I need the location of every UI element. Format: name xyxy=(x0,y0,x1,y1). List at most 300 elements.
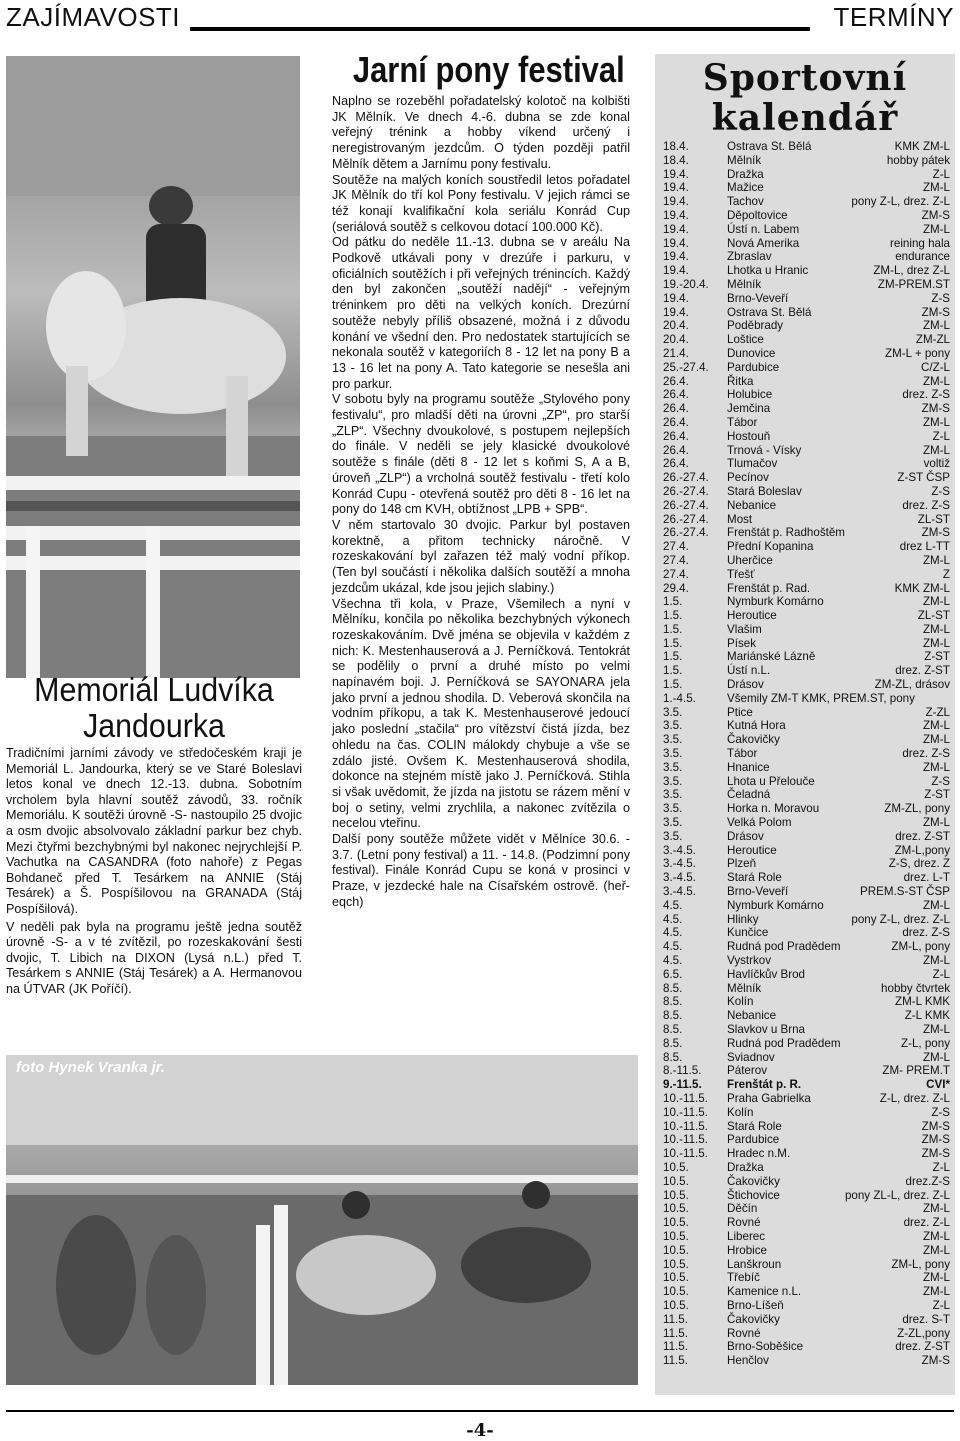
calendar-date: 10.5. xyxy=(663,1243,689,1257)
calendar-place: Trnová - Vísky xyxy=(727,443,802,457)
calendar-row xyxy=(663,844,950,858)
calendar-date: 26.-27.4. xyxy=(663,471,709,485)
calendar-category: Z-S, drez. Z xyxy=(888,857,950,871)
calendar-place: Nebanice xyxy=(727,1009,777,1023)
calendar-place: Heroutice xyxy=(727,843,777,857)
calendar-title-line-2: kalendář xyxy=(711,97,899,139)
calendar-place: Frenštát p. R. xyxy=(727,1078,802,1092)
calendar-category: ZM-L xyxy=(922,443,950,457)
calendar-date: 10.5. xyxy=(663,1271,689,1285)
calendar-row xyxy=(663,761,950,775)
calendar-date: 19.4. xyxy=(663,291,689,305)
calendar-date: 10.-11.5. xyxy=(663,1105,708,1119)
calendar-category: ZM-L xyxy=(922,374,950,388)
calendar-category: ZM-L, drez Z-L xyxy=(873,264,950,278)
calendar-place: Hostouň xyxy=(727,429,771,443)
calendar-date: 10.5. xyxy=(663,1216,689,1230)
calendar-place: Velká Polom xyxy=(727,816,792,830)
calendar-place: Slavkov u Brna xyxy=(727,1023,806,1036)
calendar-date: 18.4. xyxy=(663,140,689,153)
calendar-date: 29.4. xyxy=(663,581,689,595)
calendar-category: Z-ST xyxy=(924,788,950,802)
calendar-category: Z-S xyxy=(931,774,950,788)
calendar-row xyxy=(663,347,950,361)
calendar-category: Z-ZL,pony xyxy=(897,1326,950,1340)
calendar-row xyxy=(663,319,950,333)
calendar-row xyxy=(663,664,950,678)
calendar-place: Páterov xyxy=(727,1064,767,1078)
calendar-place: Řitka xyxy=(727,374,754,388)
calendar-category: pony Z-L, drez. Z-L xyxy=(851,195,950,209)
memorial-article xyxy=(6,672,302,998)
calendar-place: Brno-Líšeň xyxy=(727,1298,784,1312)
calendar-place: Drásov xyxy=(727,678,764,692)
calendar-place: Čakovičky xyxy=(727,1174,780,1188)
calendar-date: 26.-27.4. xyxy=(663,484,709,498)
calendar-date: 3.-4.5. xyxy=(663,871,696,885)
calendar-place: Poděbrady xyxy=(727,319,784,333)
calendar-row xyxy=(663,816,950,830)
calendar-row xyxy=(663,223,950,237)
calendar-category: Z-L, pony xyxy=(901,1036,950,1050)
calendar-row xyxy=(663,582,950,596)
calendar-place: Kolín xyxy=(727,1105,754,1119)
calendar-category: Z-S xyxy=(931,484,950,498)
calendar-row xyxy=(663,926,950,940)
calendar-category: ZM-L xyxy=(922,719,950,733)
calendar-place: Děčín xyxy=(727,1202,758,1216)
calendar-place: Ptice xyxy=(727,705,753,719)
calendar-place: Dražka xyxy=(727,167,764,181)
calendar-place: Kutná Hora xyxy=(727,719,786,733)
calendar-place: Pecínov xyxy=(727,471,769,485)
calendar-date: 3.5. xyxy=(663,760,683,774)
calendar-row xyxy=(663,209,950,223)
calendar-place: Frenštát p. Radhoštěm xyxy=(727,526,845,540)
calendar-row xyxy=(663,1161,950,1175)
calendar-date: 27.4. xyxy=(663,553,689,567)
calendar-date: 3.5. xyxy=(663,705,683,719)
calendar-place: Pardubice xyxy=(727,360,780,374)
calendar-category: drez.Z-S xyxy=(905,1174,950,1188)
calendar-category: drez. Z-ST xyxy=(895,1340,950,1354)
calendar-place: Frenštát p. Rad. xyxy=(727,581,811,595)
calendar-category: ZM-L xyxy=(922,733,950,747)
calendar-category: ZM-L xyxy=(922,222,950,236)
calendar-date: 19.4. xyxy=(663,222,689,236)
calendar-category: drez. Z-S xyxy=(902,747,950,761)
calendar-place: Hlinky xyxy=(727,912,759,926)
calendar-place: Brno-Soběšice xyxy=(727,1340,804,1354)
calendar-place: Loštice xyxy=(727,333,764,347)
calendar-date: 1.5. xyxy=(663,678,683,692)
photo-credit: foto Hynek Vranka jr. xyxy=(16,1059,165,1076)
calendar-category: ZM-PREM.ST xyxy=(877,277,950,291)
calendar-row xyxy=(663,1106,950,1120)
calendar-date: 4.5. xyxy=(663,898,683,912)
calendar-row xyxy=(663,471,950,485)
calendar-title xyxy=(655,58,955,138)
calendar-date: 4.5. xyxy=(663,954,683,968)
calendar-row xyxy=(663,540,950,554)
calendar-place: Praha Gabrielka xyxy=(727,1091,811,1105)
calendar-date: 8.5. xyxy=(663,1050,683,1064)
calendar-place: Stará Boleslav xyxy=(727,484,802,498)
calendar-row xyxy=(663,1244,950,1258)
calendar-place: Tábor xyxy=(727,415,758,429)
calendar-place: Mělník xyxy=(727,277,762,291)
calendar-place: Rovné xyxy=(727,1326,761,1340)
calendar-date: 1.5. xyxy=(663,650,683,664)
calendar-place: Ústí n.L. xyxy=(727,664,771,678)
calendar-date: 19.4. xyxy=(663,195,689,209)
calendar-place: Písek xyxy=(727,636,757,650)
calendar-row xyxy=(663,168,950,182)
calendar-row xyxy=(663,1133,950,1147)
calendar-row xyxy=(663,968,950,982)
calendar-category: PREM.S-ST ČSP xyxy=(860,885,950,899)
calendar-category: ZL-ST xyxy=(917,512,950,526)
calendar-category: ZM-L xyxy=(922,415,950,429)
calendar-date: 4.5. xyxy=(663,926,683,940)
calendar-row xyxy=(663,430,950,444)
calendar-category: ZL-ST xyxy=(917,609,950,623)
page-number: -4- xyxy=(466,1420,494,1441)
calendar-place: Jemčina xyxy=(727,402,771,416)
calendar-row xyxy=(663,623,950,637)
calendar-category: drez. Z-ST xyxy=(895,664,950,678)
calendar-category: ZM-S xyxy=(921,1147,950,1161)
calendar-category: ZM-L xyxy=(922,1285,950,1299)
calendar-place: Horka n. Moravou xyxy=(727,802,820,816)
calendar-place: Třebíč xyxy=(727,1271,760,1285)
calendar-date: 11.5. xyxy=(663,1326,688,1340)
calendar-place: Ostrava St. Bělá xyxy=(727,140,812,153)
calendar-place: Lanškroun xyxy=(727,1257,782,1271)
calendar-place: Kolín xyxy=(727,995,754,1009)
calendar-date: 1.5. xyxy=(663,636,683,650)
calendar-date: 10.-11.5. xyxy=(663,1119,708,1133)
calendar-row xyxy=(663,1092,950,1106)
calendar-place: Lhota u Přelouče xyxy=(727,774,815,788)
calendar-category: ZM-L KMK xyxy=(895,995,950,1009)
calendar-table xyxy=(663,140,950,1368)
calendar-row xyxy=(663,650,950,664)
calendar-category: pony Z-L, drez. Z-L xyxy=(851,912,950,926)
calendar-place: Děpoltovice xyxy=(727,208,788,222)
calendar-place: Rudná pod Pradědem xyxy=(727,1036,841,1050)
calendar-row xyxy=(663,278,950,292)
calendar-date: 3.5. xyxy=(663,802,683,816)
calendar-category: hobby pátek xyxy=(886,153,950,167)
memorial-paragraph-2: V neděli pak byla na programu ještě jedna soutěž úrovně -S- a v té zvítězil, po rozeskakování šesti dvojic, T. Libich na DIXON (Lysá n.L.) před T. Tesárkem s ANNIE (Stáj Tesárek) a A. Hermanovou na ÚTVAR (JK Poříčí). xyxy=(6,919,302,996)
calendar-date: 25.-27.4. xyxy=(663,360,709,374)
calendar-date: 21.4. xyxy=(663,346,689,360)
calendar-place: Ostrava St. Bělá xyxy=(727,305,812,319)
calendar-category: ZM-ZL, drásov xyxy=(874,678,950,692)
calendar-category: ZM-S xyxy=(921,1354,950,1368)
calendar-category: Z-L xyxy=(932,1298,950,1312)
calendar-category: Z-S xyxy=(931,291,950,305)
calendar-date: 26.4. xyxy=(663,443,689,457)
calendar-date: 8.5. xyxy=(663,1009,683,1023)
calendar-place: Hradec n.M. xyxy=(727,1147,791,1161)
calendar-category: ZM-L xyxy=(922,622,950,636)
calendar-row xyxy=(663,375,950,389)
calendar-row xyxy=(663,802,950,816)
calendar-row xyxy=(663,457,950,471)
calendar-date: 19.4. xyxy=(663,167,689,181)
pony-paragraph-4: V sobotu byly na programu soutěže „Stylového pony festivalu“, pro mladší děti na úrovni „ZP“, pro starší „ZLP“. Všechny dvoukolové, s postupem nejlepších do finále. V neděli se jely klasické dvoukolové soutěže s finále (děti 8 - 12 let s koňmi S, A a B, úroveň „ZLP“) a vrcholná soutěž festivalu - třetí kolo Konrád Cupu - otevřená soutěž pro děti 8 - 16 let na pony do 148 cm KVH, obtížnost „LPB + SPB“. xyxy=(332,392,630,517)
photo-pony-arena xyxy=(6,1055,638,1385)
calendar-row xyxy=(663,1258,950,1272)
calendar-category: drez. S-T xyxy=(902,1312,950,1326)
calendar-date: 18.4. xyxy=(663,153,689,167)
calendar-place: Nebanice xyxy=(727,498,777,512)
calendar-date: 11.5. xyxy=(663,1312,688,1326)
pony-paragraph-6: Všechna tři kola, v Praze, Všemilech a nyní v Mělníku, končila po několika bezchybných výkonech rozeskakováním. Dvě jména se objevila v každém z nich: K. Mestenhauserová a J. Perníčková. Tentokrát se podělily o první a druhé místo po velmi napínavém boji. J. Perníčková se SAYONARA jela jako první a jednou shodila. D. Veberová skončila na vodním příkopu, a tak K. Mestenhauserové jedoucí jako poslední „stačila“ pro vítězství čistá jízda, bez ohledu na čas. COLIN málokdy chybuje a vše se zdálo jisté. Ovšem K. Mestenhauserová shodila, dokonce na stejném místě jako J. Perníčková. Stihla si však uvědomit, že jízda na jistotu se rázem mění v boj o setiny, velmi zrychlila, a nakonec zvítězila o necelou vteřinu. xyxy=(332,596,630,831)
calendar-category: ZM- PREM.T xyxy=(882,1064,950,1078)
calendar-place: Vlašim xyxy=(727,622,762,636)
calendar-place: Všemily ZM-T KMK, PREM.ST, pony xyxy=(727,691,915,705)
calendar-date: 27.4. xyxy=(663,540,689,554)
calendar-place: Nymburk Komárno xyxy=(727,595,824,609)
calendar-place: Plzeň xyxy=(727,857,757,871)
calendar-category: Z-ST xyxy=(924,650,950,664)
calendar-date: 3.-4.5. xyxy=(663,857,696,871)
calendar-row xyxy=(663,885,950,899)
calendar-row xyxy=(663,788,950,802)
pony-paragraph-3: Od pátku do neděle 11.-13. dubna se v areálu Na Podkově utkávali pony v drezúře i parkuru, v oficiálních soutěžích i při veřejných trénincích. Každý den byl zakončen „soutěží nadějí“ - veřejným tréninkem pro děti na velkých koních. Drezúrní soutěže nebyly příliš obsazené, možná i z důvodu konání ve všední den. Pro nedostatek startujících se nekonala soutěž v kategoriích 8 - 12 let na pony B a 13 - 16 let na pony A. Tato kategorie se nesešla ani pro parkur. xyxy=(332,235,630,391)
calendar-category: ZM-L, pony xyxy=(891,940,950,954)
calendar-category: pony ZL-L, drez. Z-L xyxy=(844,1188,950,1202)
calendar-row xyxy=(663,954,950,968)
calendar-category: ZM-L xyxy=(922,1023,950,1036)
calendar-place: Hnanice xyxy=(727,760,770,774)
calendar-category: ZM-S xyxy=(921,1133,950,1147)
calendar-date: 1.5. xyxy=(663,595,683,609)
calendar-category: ZM-L xyxy=(922,760,950,774)
calendar-row xyxy=(663,444,950,458)
calendar-place: Stará Role xyxy=(727,1119,782,1133)
calendar-row xyxy=(663,1189,950,1203)
calendar-category: Z-S xyxy=(931,1105,950,1119)
pony-paragraph-7: Další pony soutěže můžete vidět v Mělníce 30.6. - 3.7. (Letní pony festival) a 11. - 14.8. (Podzimní pony festival). Finále Konrád Cupu se koná v prosinci v Praze, v jezdecké hale na Císařském ostrově. (heř-eqch) xyxy=(332,832,630,909)
calendar-row xyxy=(663,706,950,720)
calendar-row xyxy=(663,154,950,168)
calendar-category: endurance xyxy=(895,250,950,264)
calendar-date: 8.5. xyxy=(663,1036,683,1050)
calendar-category: ZM-L xyxy=(922,1202,950,1216)
calendar-place: Dunovice xyxy=(727,346,776,360)
calendar-date: 26.4. xyxy=(663,374,689,388)
calendar-row xyxy=(663,1120,950,1134)
calendar-date: 1.-4.5. xyxy=(663,691,696,705)
calendar-row xyxy=(663,1313,950,1327)
calendar-row xyxy=(663,775,950,789)
calendar-date: 19.4. xyxy=(663,250,689,264)
calendar-row xyxy=(663,402,950,416)
calendar-place: Čakovičky xyxy=(727,1312,780,1326)
calendar-date: 10.5. xyxy=(663,1257,689,1271)
calendar-date: 26.4. xyxy=(663,415,689,429)
calendar-category: ZM-L xyxy=(922,636,950,650)
calendar-row xyxy=(663,361,950,375)
calendar-place: Třešť xyxy=(727,567,755,581)
calendar-category: ZM-ZL, pony xyxy=(884,802,950,816)
calendar-row xyxy=(663,526,950,540)
pony-title: Jarní pony festival xyxy=(352,49,625,90)
calendar-row xyxy=(663,995,950,1009)
calendar-category: Z-ZL xyxy=(925,705,950,719)
calendar-category: ZM-L xyxy=(922,181,950,195)
calendar-row xyxy=(663,1271,950,1285)
calendar-date: 10.5. xyxy=(663,1229,689,1243)
calendar-row xyxy=(663,195,950,209)
calendar-row xyxy=(663,830,950,844)
calendar-category: Z-L xyxy=(932,1160,950,1174)
photo-horse-jump xyxy=(6,56,300,678)
calendar-date: 10.5. xyxy=(663,1298,689,1312)
sports-calendar xyxy=(655,54,955,1395)
calendar-place: Tlumačov xyxy=(727,457,778,471)
calendar-category: Z xyxy=(942,567,950,581)
calendar-row xyxy=(663,595,950,609)
calendar-row xyxy=(663,513,950,527)
calendar-row xyxy=(663,1175,950,1189)
calendar-place: Mažice xyxy=(727,181,764,195)
calendar-place: Mělník xyxy=(727,153,762,167)
calendar-row xyxy=(663,416,950,430)
calendar-row xyxy=(663,733,950,747)
calendar-row xyxy=(663,140,950,154)
calendar-category: Z-ST ČSP xyxy=(897,471,950,485)
calendar-category: ZM-L xyxy=(922,1271,950,1285)
calendar-category: drez L-TT xyxy=(899,540,950,554)
calendar-date: 19.-20.4. xyxy=(663,277,709,291)
calendar-date: 26.4. xyxy=(663,457,689,471)
calendar-date: 8.-11.5. xyxy=(663,1064,702,1078)
calendar-row xyxy=(663,678,950,692)
calendar-row xyxy=(663,568,950,582)
calendar-row xyxy=(663,1009,950,1023)
calendar-category: ZM-S xyxy=(921,208,950,222)
calendar-category: ZM-L xyxy=(922,1229,950,1243)
calendar-date: 1.5. xyxy=(663,622,683,636)
calendar-date: 10.-11.5. xyxy=(663,1091,708,1105)
calendar-row xyxy=(663,1051,950,1065)
calendar-date: 26.-27.4. xyxy=(663,498,709,512)
calendar-row xyxy=(663,499,950,513)
calendar-category: ZM-ZL xyxy=(915,333,950,347)
calendar-date: 27.4. xyxy=(663,567,689,581)
memorial-title: Memoriál Ludvíka Jandourka xyxy=(34,671,274,744)
pony-paragraph-5: V něm startovalo 30 dvojic. Parkur byl postaven korektně, a přitom technicky náročně. V rozeskakování byl zařazen též malý vodní příkop. (Ten byl součástí i několika dalších soutěží a mnoha jezdcům ukázal, kde jsou jejich slabiny.) xyxy=(332,517,630,595)
calendar-place: Hrobice xyxy=(727,1243,767,1257)
calendar-date: 10.5. xyxy=(663,1188,689,1202)
calendar-row xyxy=(663,292,950,306)
calendar-category: Z-L, drez. Z-L xyxy=(879,1091,950,1105)
calendar-row xyxy=(663,264,950,278)
calendar-row xyxy=(663,250,950,264)
calendar-date: 10.5. xyxy=(663,1174,689,1188)
calendar-row xyxy=(663,1340,950,1354)
footer-rule xyxy=(6,1410,954,1412)
calendar-row xyxy=(663,1230,950,1244)
calendar-date: 10.5. xyxy=(663,1285,689,1299)
calendar-place: Mělník xyxy=(727,981,762,995)
calendar-place: Zbraslav xyxy=(727,250,772,264)
calendar-category: Z-L xyxy=(932,967,950,981)
calendar-category: Z-L KMK xyxy=(904,1009,950,1023)
calendar-row xyxy=(663,1037,950,1051)
calendar-row xyxy=(663,1023,950,1037)
calendar-category: drez. Z-L xyxy=(903,1216,950,1230)
calendar-category: ZM-S xyxy=(921,402,950,416)
calendar-title-line-1: Sportovní xyxy=(702,57,908,99)
header-right: TERMÍNY xyxy=(833,2,954,32)
calendar-place: Mariánské Lázně xyxy=(727,650,816,664)
calendar-place: Vystrkov xyxy=(727,954,772,968)
calendar-row xyxy=(663,181,950,195)
calendar-category: ZM-L xyxy=(922,1243,950,1257)
calendar-date: 19.4. xyxy=(663,181,689,195)
calendar-row xyxy=(663,747,950,761)
calendar-date: 10.5. xyxy=(663,1160,689,1174)
calendar-place: Brno-Veveří xyxy=(727,291,789,305)
calendar-date: 4.5. xyxy=(663,912,683,926)
calendar-place: Drásov xyxy=(727,829,764,843)
calendar-row xyxy=(663,1354,950,1368)
calendar-category: ZM-S xyxy=(921,526,950,540)
calendar-date: 3.5. xyxy=(663,816,683,830)
calendar-place: Přední Kopanina xyxy=(727,540,814,554)
calendar-category: ZM-L xyxy=(922,1050,950,1064)
calendar-row xyxy=(663,1285,950,1299)
calendar-category: Z-L xyxy=(932,167,950,181)
calendar-category: ZM-L xyxy=(922,898,950,912)
calendar-category: CVI* xyxy=(926,1078,950,1092)
calendar-category: C/Z-L xyxy=(921,360,950,374)
calendar-date: 26.4. xyxy=(663,429,689,443)
calendar-category: Z-L xyxy=(932,429,950,443)
calendar-date: 26.4. xyxy=(663,388,689,402)
calendar-date: 8.5. xyxy=(663,981,683,995)
calendar-place: Pardubice xyxy=(727,1133,780,1147)
calendar-date: 20.4. xyxy=(663,333,689,347)
calendar-place: Čakovičky xyxy=(727,733,780,747)
calendar-date: 3.5. xyxy=(663,829,683,843)
calendar-place: Nymburk Komárno xyxy=(727,898,824,912)
calendar-row xyxy=(663,333,950,347)
calendar-date: 20.4. xyxy=(663,319,689,333)
calendar-place: Holubice xyxy=(727,388,773,402)
calendar-place: Čeladná xyxy=(727,788,771,802)
calendar-category: KMK ZM-L xyxy=(894,581,950,595)
calendar-place: Rovné xyxy=(727,1216,761,1230)
calendar-place: Dražka xyxy=(727,1160,764,1174)
calendar-place: Henčlov xyxy=(727,1354,769,1368)
calendar-category: ZM-L xyxy=(922,595,950,609)
calendar-category: ZM-L,pony xyxy=(894,843,950,857)
calendar-place: Heroutice xyxy=(727,609,777,623)
calendar-category: ZM-L xyxy=(922,954,950,968)
calendar-category: KMK ZM-L xyxy=(894,140,950,153)
calendar-row xyxy=(663,1299,950,1313)
calendar-category: ZM-S xyxy=(921,305,950,319)
calendar-category: drez. Z-S xyxy=(902,498,950,512)
calendar-date: 19.4. xyxy=(663,264,689,278)
